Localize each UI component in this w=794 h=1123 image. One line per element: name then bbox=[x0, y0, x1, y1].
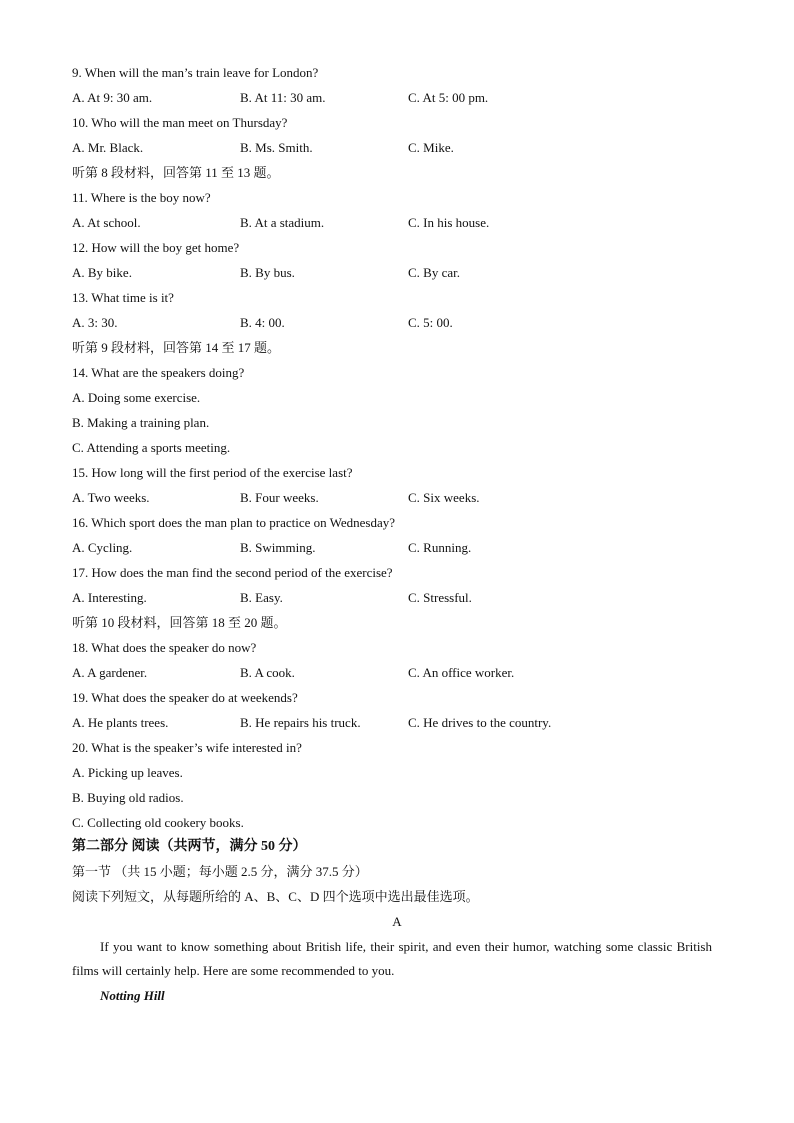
section-heading: 听第 9 段材料，回答第 14 至 17 题。 bbox=[72, 340, 281, 355]
option-a: A. A gardener. bbox=[72, 665, 148, 680]
option-c: C. By car. bbox=[408, 265, 460, 280]
option-c: C. 5: 00. bbox=[408, 315, 453, 330]
instruction: 阅读下列短文，从每题所给的 A、B、C、D 四个选项中选出最佳选项。 bbox=[72, 889, 479, 904]
option-a: A. Cycling. bbox=[72, 540, 133, 555]
option-a: A. By bike. bbox=[72, 265, 132, 280]
section-heading: 听第 10 段材料，回答第 18 至 20 题。 bbox=[72, 615, 287, 630]
question-12: 12. How will the boy get home? bbox=[72, 240, 240, 255]
question-14: 14. What are the speakers doing? bbox=[72, 365, 245, 380]
option-c: C. At 5: 00 pm. bbox=[408, 90, 489, 105]
option-b: B. By bus. bbox=[240, 265, 295, 280]
question-10: 10. Who will the man meet on Thursday? bbox=[72, 115, 288, 130]
option-a: A. Doing some exercise. bbox=[72, 390, 201, 405]
question-20: 20. What is the speaker’s wife interested in? bbox=[72, 740, 302, 755]
option-b: B. Four weeks. bbox=[240, 490, 319, 505]
option-a: A. At school. bbox=[72, 215, 141, 230]
option-a: A. Picking up leaves. bbox=[72, 765, 183, 780]
part-heading: 第二部分 阅读（共两节，满分 50 分） bbox=[72, 839, 307, 854]
question-19: 19. What does the speaker do at weekends? bbox=[72, 690, 298, 705]
option-a: A. At 9: 30 am. bbox=[72, 90, 153, 105]
option-c: C. Six weeks. bbox=[408, 490, 480, 505]
option-a: A. Interesting. bbox=[72, 590, 147, 605]
option-a: A. 3: 30. bbox=[72, 315, 118, 330]
question-9: 9. When will the man’s train leave for London? bbox=[72, 65, 319, 80]
section-heading: 第一节 （共 15 小题；每小题 2.5 分，满分 37.5 分） bbox=[72, 864, 368, 879]
question-18: 18. What does the speaker do now? bbox=[72, 640, 257, 655]
option-c: C. In his house. bbox=[408, 215, 490, 230]
option-b: B. At a stadium. bbox=[240, 215, 325, 230]
option-b: B. At 11: 30 am. bbox=[240, 90, 326, 105]
option-c: C. He drives to the country. bbox=[408, 715, 552, 730]
passage-intro: If you want to know something about British life, their spirit, and even their humor, watching some classic British films will certainly help. Here are some recommended to you. bbox=[72, 939, 712, 978]
option-c: C. Collecting old cookery books. bbox=[72, 815, 244, 830]
option-a: A. He plants trees. bbox=[72, 715, 169, 730]
option-a: A. Two weeks. bbox=[72, 490, 150, 505]
option-c: C. Stressful. bbox=[408, 590, 472, 605]
option-c: C. Attending a sports meeting. bbox=[72, 440, 231, 455]
section-heading: 听第 8 段材料，回答第 11 至 13 题。 bbox=[72, 165, 280, 180]
question-15: 15. How long will the first period of the exercise last? bbox=[72, 465, 353, 480]
option-b: B. A cook. bbox=[240, 665, 295, 680]
question-16: 16. Which sport does the man plan to practice on Wednesday? bbox=[72, 515, 396, 530]
question-11: 11. Where is the boy now? bbox=[72, 190, 211, 205]
question-13: 13. What time is it? bbox=[72, 290, 174, 305]
option-b: B. 4: 00. bbox=[240, 315, 285, 330]
option-b: B. Making a training plan. bbox=[72, 415, 210, 430]
option-b: B. Easy. bbox=[240, 590, 283, 605]
film-title: Notting Hill bbox=[100, 988, 165, 1003]
option-b: B. Ms. Smith. bbox=[240, 140, 313, 155]
option-b: B. He repairs his truck. bbox=[240, 715, 361, 730]
option-c: C. Mike. bbox=[408, 140, 454, 155]
option-b: B. Swimming. bbox=[240, 540, 316, 555]
option-a: A. Mr. Black. bbox=[72, 140, 144, 155]
option-b: B. Buying old radios. bbox=[72, 790, 184, 805]
option-c: C. An office worker. bbox=[408, 665, 515, 680]
option-c: C. Running. bbox=[408, 540, 472, 555]
question-17: 17. How does the man find the second period of the exercise? bbox=[72, 565, 393, 580]
passage-letter: A bbox=[392, 914, 402, 929]
